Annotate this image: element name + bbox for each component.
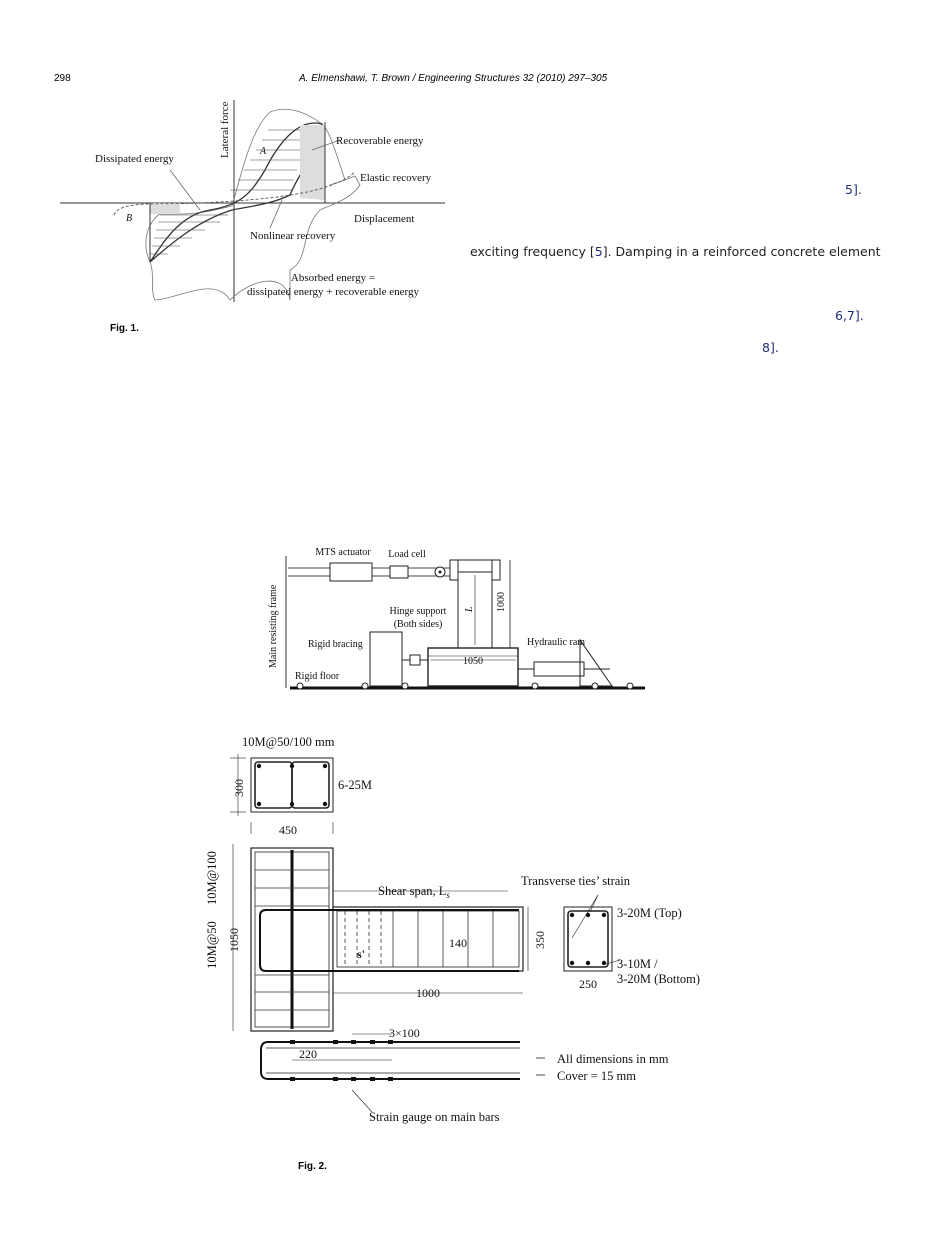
fig2-detail-dim-220: 220 — [299, 1047, 317, 1061]
fig2-detail-dim-1000: 1000 — [416, 986, 440, 1000]
fig2-detail-shear-span-text: Shear span, L — [378, 884, 447, 898]
fig1-label-displacement: Displacement — [354, 213, 415, 225]
fig2-detail-dim-3x100: 3×100 — [389, 1026, 420, 1040]
fig2-label-main-frame: Main resisting frame — [268, 584, 279, 668]
fig1-label-point-b: B — [126, 213, 133, 224]
text-fragment-2-pre: exciting frequency [ — [470, 244, 595, 259]
fig1-label-absorbed-1: Absorbed energy = — [290, 272, 376, 284]
fig1-label-elastic: Elastic recovery — [360, 172, 432, 184]
fig2-detail-bottom-bars-2: 3-20M (Bottom) — [617, 972, 700, 986]
fig2-caption: Fig. 2. — [298, 1161, 327, 1172]
fig2-detail-dim-300: 300 — [232, 779, 246, 797]
fig2-label-hydraulic-ram: Hydraulic ram — [527, 637, 586, 648]
fig1-label-nonlinear: Nonlinear recovery — [250, 230, 336, 242]
fig2-detail-strain-gauge: Strain gauge on main bars — [369, 1110, 500, 1124]
running-title: A. Elmenshawi, T. Brown / Engineering Structures 32 (2010) 297–305 — [299, 73, 608, 84]
fig2-label-rigid-floor: Rigid floor — [295, 671, 340, 682]
ref-8-fragment[interactable]: 8]. — [762, 340, 779, 355]
fig2-detail-note-2: Cover = 15 mm — [557, 1069, 636, 1083]
fig2-detail-note-1: All dimensions in mm — [557, 1052, 669, 1066]
fig1-label-dissipated: Dissipated energy — [95, 153, 174, 165]
fig2-detail-dim-1050: 1050 — [227, 928, 241, 952]
fig2-label-hinge-1: Hinge support — [389, 606, 447, 617]
fig1-caption: Fig. 1. — [110, 323, 139, 334]
fig1-label-absorbed-2: dissipated energy + recoverable energy — [247, 286, 419, 298]
fig2-detail-dim-250: 250 — [579, 977, 597, 991]
fig1-label-lateral-force: Lateral force — [219, 101, 231, 158]
ref-5-fragment[interactable]: 5]. — [845, 182, 862, 197]
fig1-label-point-a: A — [260, 146, 267, 157]
fig2-detail-col-ties-100: 10M@100 — [205, 851, 219, 905]
fig2-dim-1050: 1050 — [463, 656, 483, 667]
fig2-label-load-cell: Load cell — [388, 549, 426, 560]
fig2-detail-dim-140: 140 — [449, 936, 467, 950]
fig2-detail-s-label: s' — [357, 947, 366, 961]
ref-6-7-fragment[interactable]: 6,7]. — [835, 308, 864, 323]
fig2-detail-dim-450: 450 — [279, 823, 297, 837]
fig2-detail-shear-span-sub: s — [446, 890, 450, 900]
ref-5-link[interactable]: 5 — [594, 244, 603, 259]
text-fragment-2-post: ]. Damping in a reinforced concrete element — [602, 244, 881, 259]
fig2-dim-1000: 1000 — [496, 592, 507, 612]
fig1-label-recoverable: Recoverable energy — [336, 135, 424, 147]
fig2-label-mts: MTS actuator — [315, 547, 371, 558]
fig2-detail-shear-span — [378, 884, 450, 900]
fig2-detail-trans-ties: Transverse ties’ strain — [521, 874, 631, 888]
fig2-detail-main-bars: 6-25M — [338, 778, 373, 792]
fig2-detail-top-bars: 3-20M (Top) — [617, 906, 682, 920]
fig2-dim-ls: L — [464, 606, 475, 612]
fig2-detail-dim-350: 350 — [533, 931, 547, 949]
fig2-label-rigid-bracing: Rigid bracing — [308, 639, 363, 650]
fig2-detail-bottom-bars-1: 3-10M / — [617, 957, 658, 971]
page-number: 298 — [54, 73, 71, 84]
fig2-detail-top-ties: 10M@50/100 mm — [242, 735, 335, 749]
fig2-detail-col-ties-50: 10M@50 — [205, 921, 219, 969]
fig2-label-hinge-2: (Both sides) — [393, 619, 443, 630]
